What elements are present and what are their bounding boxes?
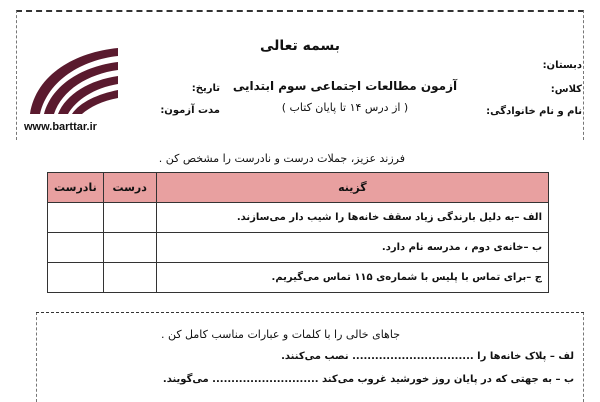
incorrect-header: نادرست [48, 173, 104, 203]
section-divider [36, 312, 584, 313]
table-header-row [48, 173, 549, 203]
statement-cell: ج –برای تماس با پلیس با شماره‌ی ۱۱۵ تماس می‌گیریم. [156, 263, 548, 293]
bismillah-heading: بسمه تعالی [259, 38, 341, 54]
exam-title: آزمون مطالعات اجتماعی سوم ابتدایی [232, 79, 458, 93]
duration-label: مدت آزمون: [160, 105, 220, 116]
correct-answer-cell[interactable] [103, 233, 156, 263]
true-false-table [47, 172, 549, 293]
table-row [48, 263, 549, 293]
school-label: دبستان: [542, 60, 582, 71]
option-header: گزینه [156, 173, 548, 203]
date-label: تاریخ: [191, 83, 220, 94]
incorrect-answer-cell[interactable] [48, 203, 104, 233]
site-logo-icon [26, 44, 122, 118]
fill-blank-line: لف – پلاک خانه‌ها را ................................ نصب می‌کنند. [281, 351, 574, 362]
table-row [48, 203, 549, 233]
fill-blank-line: ب – به جهتی که در پایان روز خورشید غروب می‌کند ............................ می‌گویند. [162, 374, 574, 385]
incorrect-answer-cell[interactable] [48, 263, 104, 293]
section1-instruction: فرزند عزیز، جملات درست و نادرست را مشخص کن . [158, 152, 405, 165]
statement-cell: الف –به دلیل بارندگی زیاد سقف خانه‌ها را شیب دار می‌سازند. [156, 203, 548, 233]
name-label: نام و نام خانوادگی: [486, 106, 582, 117]
class-label: کلاس: [550, 84, 582, 95]
statement-cell: ب –خانه‌ی دوم ، مدرسه نام دارد. [156, 233, 548, 263]
table-row [48, 233, 549, 263]
section2-instruction: جاهای خالی را با کلمات و عبارات مناسب کامل کن . [160, 328, 400, 341]
incorrect-answer-cell[interactable] [48, 233, 104, 263]
correct-answer-cell[interactable] [103, 263, 156, 293]
exam-subtitle: ( از درس ۱۴ تا پایان کتاب ) [281, 101, 409, 114]
correct-answer-cell[interactable] [103, 203, 156, 233]
correct-header: درست [103, 173, 156, 203]
website-url: www.barttar.ir [24, 121, 97, 133]
